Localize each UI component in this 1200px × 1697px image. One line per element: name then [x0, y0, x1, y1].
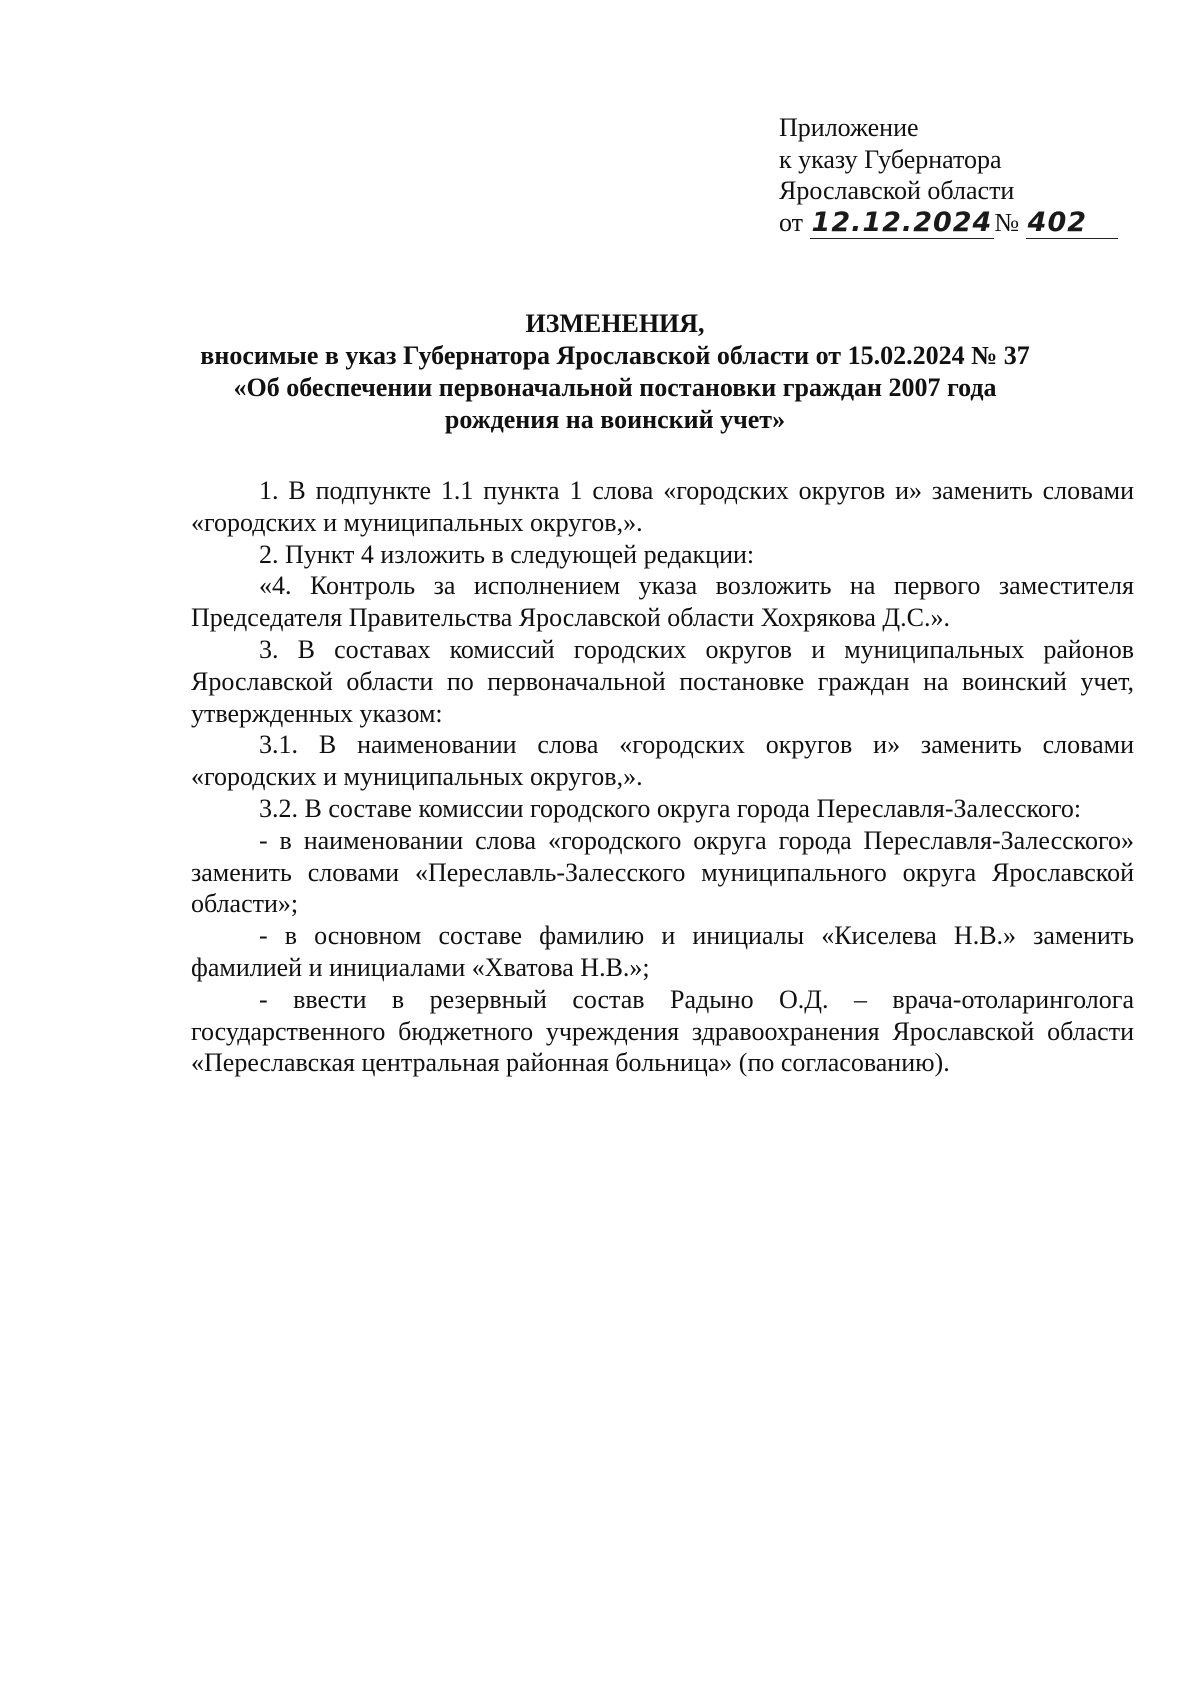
title-line-2: вносимые в указ Губернатора Ярославской области от 15.02.2024 № 37 — [200, 341, 1030, 370]
appendix-line-3: Ярославской области — [779, 176, 1015, 205]
appendix-line-2: к указу Губернатора — [779, 144, 1002, 174]
document-body — [191, 475, 1134, 1079]
title-line-4: рождения на воинский учет» — [444, 405, 786, 434]
handwritten-number: 402 — [1026, 207, 1118, 240]
from-label: от — [779, 207, 804, 237]
paragraph-1: 1. В подпункте 1.1 пункта 1 слова «городских округов и» заменить словами «городских и муниципальных округов,». — [191, 476, 1134, 537]
paragraph-8: - в основном составе фамилию и инициалы «Киселева Н.В.» заменить фамилией и инициалами «Хватова Н.В.»; — [191, 921, 1134, 982]
paragraph-9: - ввести в резервный состав Радыно О.Д. – врача-отоларинголога государственного бюджетного учреждения здравоохранения Ярославской области «Переславская центральная районная больница» (по согласованию). — [191, 984, 1134, 1078]
paragraph-5: 3.1. В наименовании слова «городских округов и» заменить словами «городских и муниципальных округов,». — [191, 730, 1134, 792]
appendix-line-1: Приложение — [779, 113, 919, 142]
paragraph-3: «4. Контроль за исполнением указа возложить на первого заместителя Председателя Правительства Ярославской области Хохрякова Д.С.». — [191, 571, 1134, 633]
document-title — [175, 308, 1055, 436]
appendix-block — [779, 112, 1118, 239]
paragraph-7: - в наименовании слова «городского округа города Переславля-Залесского» заменить словами «Переславль-Залесского муниципального округа Ярославской области»; — [191, 825, 1134, 919]
title-heading: ИЗМЕНЕНИЯ, — [525, 309, 705, 338]
title-line-3: «Об обеспечении первоначальной постановки граждан 2007 года — [233, 373, 997, 402]
number-label: № — [994, 207, 1020, 237]
handwritten-date: 12.12.2024 — [811, 206, 993, 238]
paragraph-4: 3. В составах комиссий городских округов и муниципальных районов Ярославской области по первоначальной постановке граждан на воинский учет, утвержденных указом: — [191, 634, 1134, 728]
paragraph-2: 2. Пункт 4 изложить в следующей редакции: — [259, 539, 755, 569]
paragraph-6: 3.2. В составе комиссии городского округа города Переславля-Залесского: — [259, 793, 1082, 823]
appendix-date-number-line — [779, 207, 1118, 240]
